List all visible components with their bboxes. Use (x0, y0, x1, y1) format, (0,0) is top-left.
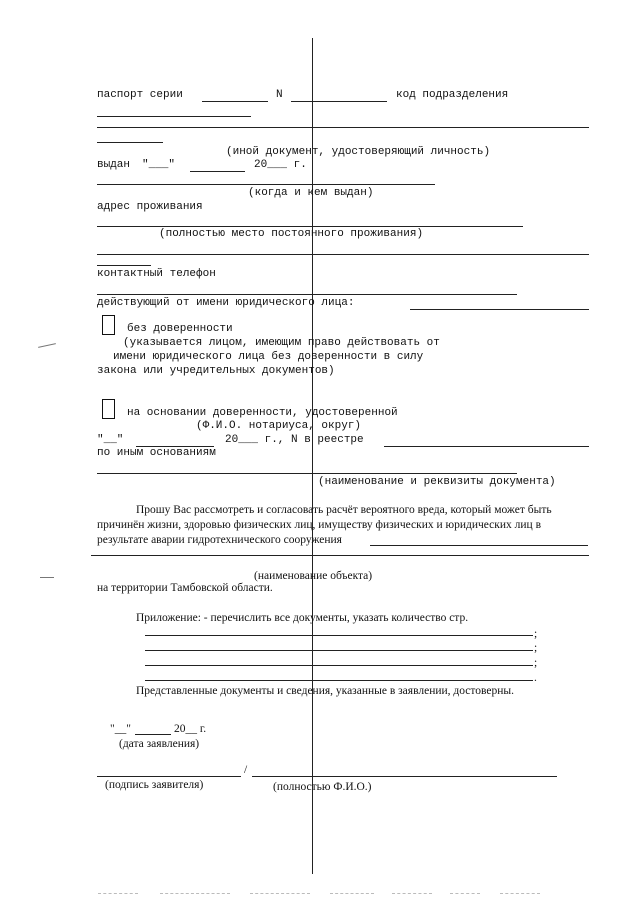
fold-line (312, 38, 313, 874)
other-document-field-end[interactable] (97, 142, 163, 143)
passport-number-field[interactable] (291, 101, 387, 102)
phone-field[interactable] (97, 294, 517, 295)
certification-text: Представленные документы и сведения, указанные в заявлении, достоверны. (136, 685, 515, 697)
division-code-label: код подразделения (396, 89, 509, 101)
issued-year: 20___ г. (254, 159, 307, 171)
attachment-line-4[interactable] (145, 680, 533, 681)
address-label: адрес проживания (97, 201, 203, 213)
margin-mark (38, 343, 56, 348)
issued-label: выдан (97, 159, 131, 171)
proxy-notary-hint: (Ф.И.О. нотариуса, округ) (196, 420, 362, 432)
object-name-hint: (наименование объекта) (254, 570, 373, 582)
proxy-title: на основании доверенности, удостоверенной (127, 407, 398, 419)
signature-field[interactable] (97, 776, 241, 777)
no-proxy-hint-3: закона или учредительных документов) (97, 365, 335, 377)
other-grounds-field[interactable] (97, 473, 517, 474)
object-name-field[interactable] (370, 545, 588, 546)
address-field-2[interactable] (97, 254, 589, 255)
object-name-field-2[interactable] (91, 555, 589, 556)
attachment-line-1[interactable] (145, 635, 533, 636)
division-code-field[interactable] (97, 116, 251, 117)
address-field[interactable] (97, 226, 523, 227)
address-hint: (полностью место постоянного проживания) (159, 228, 424, 240)
application-day: "__" (110, 723, 131, 735)
request-line-1: Прошу Вас рассмотреть и согласовать расчёт вероятного вреда, который может быть (136, 504, 552, 516)
other-document-field[interactable] (97, 127, 589, 128)
signature-label: (подпись заявителя) (105, 779, 204, 791)
scan-edge-artifact (330, 893, 374, 894)
passport-number-label: N (276, 89, 283, 101)
passport-series-label: паспорт серии (97, 89, 183, 101)
no-proxy-checkbox[interactable] (102, 315, 115, 335)
other-grounds-label: по иным основаниям (97, 447, 216, 459)
scan-edge-artifact (98, 893, 138, 894)
no-proxy-title: без доверенности (127, 323, 233, 335)
other-document-hint: (иной документ, удостоверяющий личность) (226, 146, 491, 158)
phone-label: контактный телефон (97, 268, 216, 280)
scan-edge-artifact (392, 893, 432, 894)
issued-month-field[interactable] (190, 171, 245, 172)
application-date-label: (дата заявления) (119, 738, 200, 750)
signature-slash: / (244, 764, 248, 776)
address-field-3[interactable] (97, 265, 151, 266)
scan-edge-artifact (160, 893, 230, 894)
request-line-3: результате аварии гидротехнического сооружения (97, 534, 342, 546)
no-proxy-hint-1: (указывается лицом, имеющим право действовать от (123, 337, 440, 349)
attachment-heading: Приложение: - перечислить все документы, указать количество стр. (136, 612, 469, 624)
territory-text: на территории Тамбовской области. (97, 582, 273, 594)
no-proxy-hint-2: имени юридического лица без доверенности в силу (113, 351, 424, 363)
margin-mark (40, 577, 54, 578)
acting-field[interactable] (410, 309, 589, 310)
attachment-line-3[interactable] (145, 665, 533, 666)
scan-edge-artifact (450, 893, 480, 894)
application-month-field[interactable] (135, 734, 171, 735)
attachment-end-1: ; (534, 628, 538, 640)
issued-by-hint: (когда и кем выдан) (248, 187, 374, 199)
application-year: 20__ г. (174, 723, 207, 735)
issued-by-field[interactable] (97, 184, 435, 185)
proxy-year-registry: 20___ г., N в реестре (225, 434, 364, 446)
passport-series-field[interactable] (202, 101, 268, 102)
scan-edge-artifact (250, 893, 310, 894)
full-name-field[interactable] (252, 776, 557, 777)
attachment-line-2[interactable] (145, 650, 533, 651)
scan-edge-artifact (500, 893, 540, 894)
proxy-checkbox[interactable] (102, 399, 115, 419)
attachment-end-4: . (534, 672, 537, 684)
request-line-2: причинён жизни, здоровью физических лиц, имуществу физических и юридических лиц в (97, 519, 542, 531)
acting-label: действующий от имени юридического лица: (97, 297, 355, 309)
attachment-end-3: ; (534, 657, 538, 669)
issued-day: "___" (142, 159, 176, 171)
proxy-date-day: "__" (97, 434, 124, 446)
attachment-end-2: ; (534, 642, 538, 654)
full-name-label: (полностью Ф.И.О.) (273, 781, 372, 793)
document-details-hint: (наименование и реквизиты документа) (318, 476, 556, 488)
registry-number-field[interactable] (384, 446, 589, 447)
